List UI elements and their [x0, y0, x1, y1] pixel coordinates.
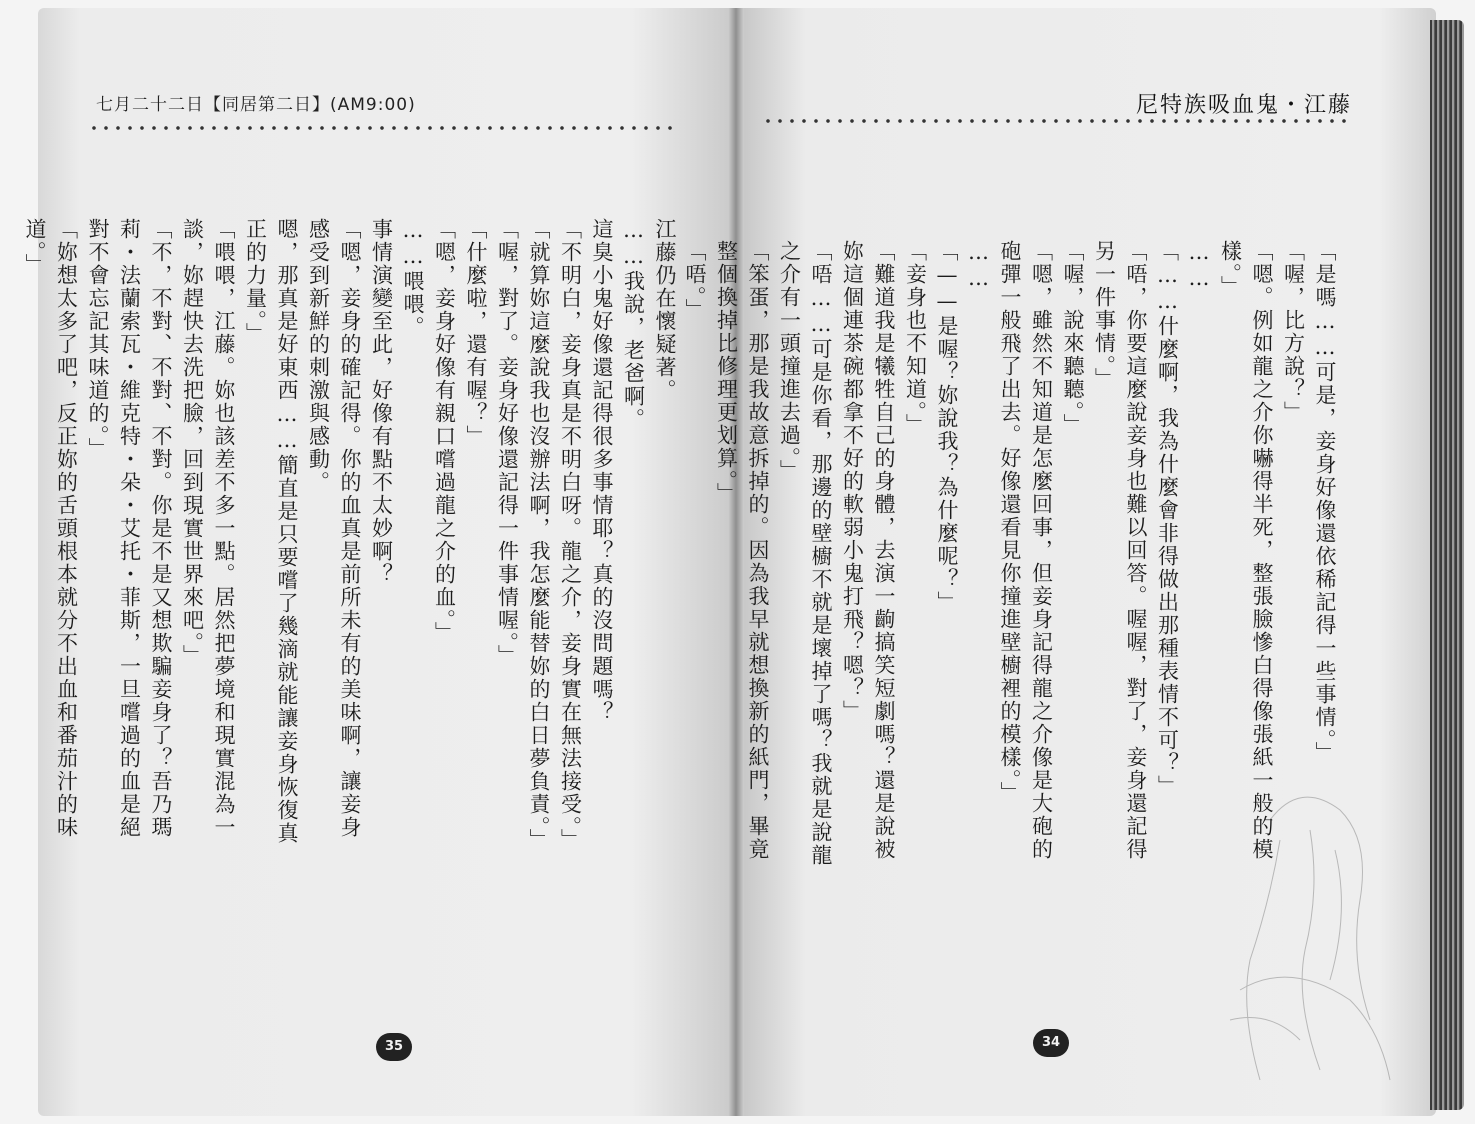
text-line: 嗯，那真是好東西……簡直是只要嚐了幾滴就能讓妾身恢復真正的力量。」	[243, 218, 299, 845]
text-line: 「唔……可是你看，那邊的壁櫥不就是壞掉了嗎？我就是說龍之介有一頭撞進去過。」	[777, 240, 833, 867]
text-line: 「嗯，妾身好像有親口嚐過龍之介的血。」	[432, 218, 457, 645]
character-sketch-illustration	[1210, 760, 1410, 1090]
text-line: 這臭小鬼好像還記得很多事情耶？真的沒問題嗎？	[590, 218, 614, 724]
text-line: 「不，不對、不對、不對。你是不是又想欺騙妾身了？吾乃瑪莉・法蘭索瓦・維克特・朵・艾托・菲斯，一旦嚐過的血是絕對不會忘記其味道的。」	[86, 218, 173, 839]
text-line: 「喔，對了。妾身好像還記得一件事情喔。」	[495, 218, 520, 668]
text-line: 「笨蛋，那是我故意拆掉的。因為我早就想換新的紙門，畢竟整個換掉比修理更划算。」	[714, 240, 770, 861]
left-running-header: 七月二十二日【同居第二日】(AM9:00)	[96, 95, 416, 115]
text-line: 「妳想太多了吧，反正妳的舌頭根本就分不出血和番茄汁的味道。」	[23, 218, 79, 839]
text-line: 「妾身也不知道。」	[903, 240, 928, 437]
text-line: 「就算妳這麼說我也沒辦法啊，我怎麼能替妳的白日夢負責。」	[527, 218, 551, 852]
text-line: ……	[966, 240, 991, 292]
text-line: 「嗯，妾身的確記得。你的血真是前所未有的美味啊，讓妾身感受到新鮮的刺激與感動。	[306, 218, 362, 839]
text-line: 事情演變至此，好像有點不太妙啊？	[369, 218, 394, 586]
text-line: 「嗯。例如龍之介你嚇得半死，整張臉慘白得像張紙一般的模樣。」	[1218, 240, 1274, 861]
right-dotted-rule	[762, 118, 1352, 124]
text-line: 「難道我是犧牲自己的身體，去演一齣搞笑短劇嗎？還是說被妳這個連茶碗都拿不好的軟弱小鬼打飛？嗯？」	[840, 240, 896, 861]
text-line: 「是嗎……可是，妾身好像還依稀記得一些事情。」	[1313, 240, 1337, 765]
text-line: 「嗯，雖然不知道是怎麼回事，但妾身記得龍之介像是大砲的砲彈一般飛了出去。好像還看見你撞進壁櫥裡的模樣。」	[998, 240, 1054, 861]
text-line: ……	[1187, 240, 1211, 292]
right-running-header: 尼特族吸血鬼・江藤	[1136, 93, 1353, 118]
left-dotted-rule	[88, 125, 680, 131]
text-line: 「喔，比方說？」	[1281, 240, 1306, 424]
text-line: 「喔，說來聽聽。」	[1061, 240, 1085, 437]
text-line: ……喂喂。	[401, 218, 425, 339]
text-line: 「……什麼啊，我為什麼會非得做出那種表情不可？」	[1155, 240, 1180, 798]
text-line: 「不明白，妾身真是不明白呀。龍之介，妾身實在無法接受。」	[558, 218, 583, 852]
text-line: 「——是喔？妳說我？為什麼呢？」	[935, 240, 959, 614]
text-line: 「唔，你要這麼說妾身也難以回答。喔喔，對了，妾身還記得另一件事情。」	[1092, 240, 1148, 861]
left-page-text	[23, 218, 680, 858]
text-line: 「唔。」	[683, 240, 707, 322]
page-number-right: 34	[1033, 1029, 1069, 1057]
text-line: 「喂喂，江藤。妳也該差不多一點。居然把夢境和現實混為一談，妳趕快去洗把臉，回到現實世界來吧。」	[180, 218, 236, 839]
text-line: ……我說，老爸啊。	[621, 218, 646, 431]
page-edges	[1430, 20, 1464, 1110]
text-line: 「什麼啦，還有喔？」	[464, 218, 488, 448]
page-number-left: 35	[376, 1033, 412, 1061]
text-line: 江藤仍在懷疑著。	[653, 218, 677, 402]
